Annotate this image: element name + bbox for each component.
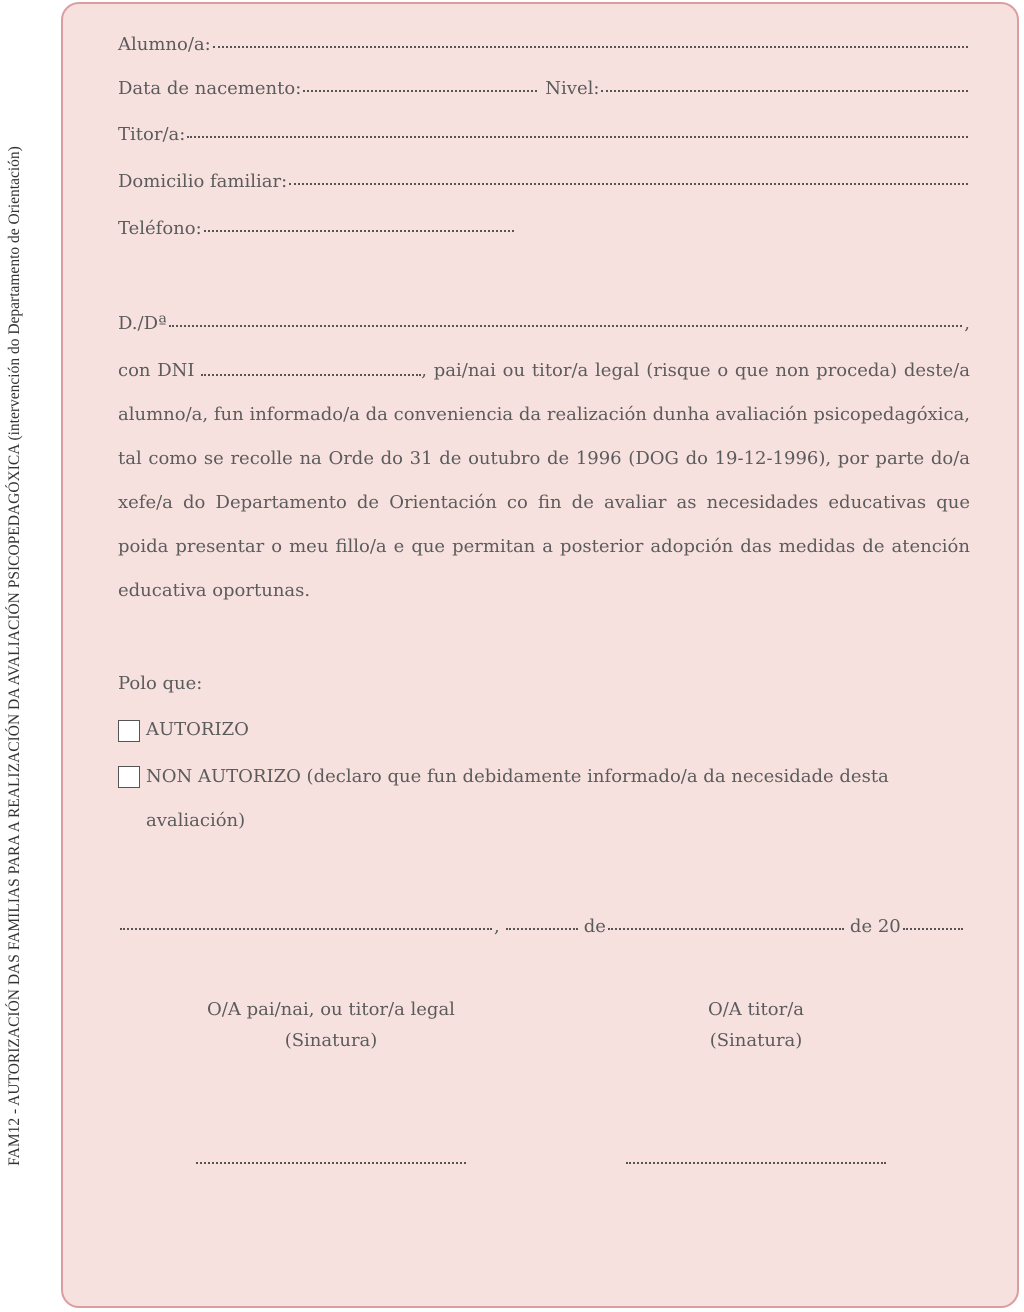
data-nacemento-label: Data de nacemento: xyxy=(118,78,302,99)
nacemento-row xyxy=(118,78,970,104)
autorizo-label: AUTORIZO xyxy=(146,719,249,740)
left-signature-role: O/A pai/nai, ou titor/a legal xyxy=(207,999,455,1020)
titor-label: Titor/a: xyxy=(118,124,186,145)
dd-label: D./Dª xyxy=(118,313,167,334)
right-signature-role: O/A titor/a xyxy=(707,999,804,1020)
non-autorizo-option[interactable] xyxy=(118,755,948,843)
right-signature-block xyxy=(673,994,839,1056)
dd-name-field[interactable] xyxy=(169,311,963,327)
right-signature-line[interactable] xyxy=(626,1160,886,1164)
date-de-2: de 20 xyxy=(849,916,901,937)
declaration-text: , pai/nai ou titor/a legal (risque o que non proceda) deste/a alumno/a, fun informado/a da conveniencia da realización dunha avaliación psicopedagóxica, tal como se recolle na Orde do 31 de outubro de 1996 (DOG do 19-12-1996), por parte do/a xefe/a do Departamento de Orientación co fin de avaliar as necesidades educativas que poida presentar o meu fillo/a e que permitan a posterior adopción das medidas de atención educativa oportunas. xyxy=(118,360,970,601)
left-signature-block xyxy=(178,994,484,1056)
day-field[interactable] xyxy=(506,914,578,930)
year-field[interactable] xyxy=(903,914,963,930)
alumno-row xyxy=(118,34,970,60)
data-nacemento-field[interactable] xyxy=(303,76,537,92)
date-de-1: de xyxy=(583,916,606,937)
right-signature-note: (Sinatura) xyxy=(709,1030,803,1051)
dni-field[interactable] xyxy=(201,364,421,376)
titor-row xyxy=(118,124,970,150)
polo-que-label: Polo que: xyxy=(118,673,203,694)
dd-comma: , xyxy=(964,313,970,334)
telefono-field[interactable] xyxy=(204,216,514,232)
alumno-label: Alumno/a: xyxy=(118,34,211,55)
nivel-field[interactable] xyxy=(601,76,968,92)
titor-field[interactable] xyxy=(187,122,968,138)
autorizo-checkbox[interactable] xyxy=(118,720,140,742)
date-comma: , xyxy=(494,916,500,937)
dd-row xyxy=(118,313,970,339)
alumno-field[interactable] xyxy=(213,32,968,48)
telefono-label: Teléfono: xyxy=(118,218,202,239)
left-signature-note: (Sinatura) xyxy=(284,1030,378,1051)
date-row xyxy=(118,916,970,942)
nivel-label: Nivel: xyxy=(545,78,600,99)
con-dni-label: con DNI xyxy=(118,360,195,381)
month-field[interactable] xyxy=(608,914,844,930)
telefono-row xyxy=(118,218,970,244)
left-signature-line[interactable] xyxy=(196,1160,466,1164)
non-autorizo-label: NON AUTORIZO (declaro que fun debidamente informado/a da necesidade desta avaliación) xyxy=(146,766,889,831)
domicilio-field[interactable] xyxy=(289,169,968,185)
form-title: FAM12 - AUTORIZACIÓN DAS FAMILIAS PARA A REALIZACIÓN DA AVALIACIÓN PSICOPEDAGÓXICA (intervención do Departamento de Orientación) xyxy=(6,146,23,1166)
side-title xyxy=(0,0,30,1312)
declaration-paragraph xyxy=(118,349,970,613)
autorizo-option[interactable] xyxy=(118,719,249,742)
polo-que-row xyxy=(118,673,970,699)
domicilio-row xyxy=(118,171,970,197)
form-card xyxy=(61,2,1019,1308)
non-autorizo-checkbox[interactable] xyxy=(118,766,140,788)
domicilio-label: Domicilio familiar: xyxy=(118,171,288,192)
place-field[interactable] xyxy=(120,914,492,930)
